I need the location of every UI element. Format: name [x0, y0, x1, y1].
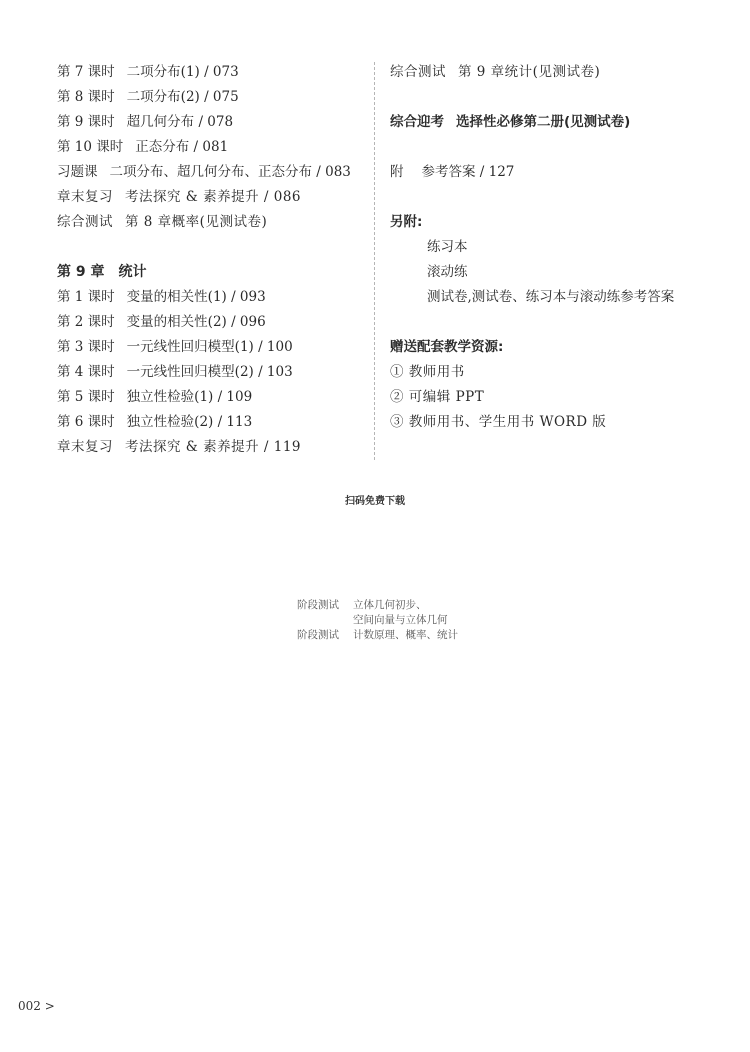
- stage-test-text: 计数原理、概率、统计: [353, 629, 458, 641]
- entry-title: 正态分布 / 081: [135, 139, 229, 155]
- entry-title: 一元线性回归模型(2) / 103: [126, 364, 293, 380]
- entry-title: 考法探究 & 素养提升 / 119: [125, 439, 301, 455]
- toc-entry[interactable]: [57, 160, 367, 185]
- appendix-label: 附: [390, 164, 404, 180]
- also-items: [390, 235, 730, 310]
- entry-label: 第 6 课时: [57, 414, 115, 430]
- entry-label: 第 8 课时: [57, 89, 115, 105]
- toc-entry[interactable]: [57, 310, 367, 335]
- appendix-title: 参考答案 / 127: [421, 164, 515, 180]
- toc-entry[interactable]: [57, 60, 367, 85]
- toc-entry[interactable]: [57, 385, 367, 410]
- stage-tests: [297, 598, 458, 643]
- toc-entry[interactable]: [57, 210, 367, 235]
- toc-entry[interactable]: [57, 185, 367, 210]
- entry-label: 习题课: [57, 164, 98, 180]
- page-number: 002 >: [18, 999, 55, 1013]
- entry-label: 章末复习: [57, 439, 113, 455]
- entry-label: 综合测试: [57, 214, 113, 230]
- entry-label: 章末复习: [57, 189, 113, 205]
- toc-entry[interactable]: [57, 85, 367, 110]
- entry-title: 独立性检验(1) / 109: [126, 389, 253, 405]
- entry-label: 第 7 课时: [57, 64, 115, 80]
- gift-items: [390, 360, 730, 435]
- toc-entry-appendix[interactable]: [390, 160, 730, 185]
- entry-title: 一元线性回归模型(1) / 100: [126, 339, 293, 355]
- entry-title: 独立性检验(2) / 113: [126, 414, 253, 430]
- toc-right-column: [390, 60, 730, 435]
- toc-entry[interactable]: [57, 110, 367, 135]
- also-item: 滚动练: [427, 264, 468, 280]
- entry-label: 第 9 课时: [57, 114, 115, 130]
- also-item: 练习本: [427, 239, 468, 255]
- stage-test-line: [297, 598, 458, 613]
- entry-label: 第 3 课时: [57, 339, 115, 355]
- gift-heading: 赠送配套教学资源:: [390, 339, 504, 355]
- chapter9-heading[interactable]: [57, 260, 367, 285]
- chapter8-lessons: [57, 60, 367, 235]
- scan-download-note[interactable]: 扫码免费下载: [345, 496, 405, 507]
- entry-label: 第 10 课时: [57, 139, 124, 155]
- toc-entry[interactable]: [57, 410, 367, 435]
- gift-item: ③ 教师用书、学生用书 WORD 版: [390, 414, 607, 430]
- test9-label: 综合测试: [390, 64, 446, 80]
- toc-entry[interactable]: [57, 360, 367, 385]
- stage-test-text: 空间向量与立体几何: [353, 614, 448, 626]
- entry-title: 考法探究 & 素养提升 / 086: [125, 189, 301, 205]
- toc-entry[interactable]: [57, 435, 367, 460]
- entry-title: 变量的相关性(2) / 096: [126, 314, 266, 330]
- exam-title: 选择性必修第二册(见测试卷): [456, 114, 631, 130]
- gift-item: ① 教师用书: [390, 364, 465, 380]
- gift-item: ② 可编辑 PPT: [390, 389, 485, 405]
- entry-title: 二项分布、超几何分布、正态分布 / 083: [109, 164, 351, 180]
- entry-label: 第 4 课时: [57, 364, 115, 380]
- entry-title: 超几何分布 / 078: [126, 114, 234, 130]
- entry-label: 第 1 课时: [57, 289, 115, 305]
- entry-title: 第 8 章概率(见测试卷): [125, 214, 268, 230]
- toc-left-column: [57, 60, 367, 460]
- stage-test-line: [297, 613, 458, 628]
- entry-title: 二项分布(2) / 075: [126, 89, 239, 105]
- stage-test-line: [297, 628, 458, 643]
- stage-test-label: 阶段测试: [297, 599, 339, 611]
- entry-label: 第 2 课时: [57, 314, 115, 330]
- entry-label: 第 5 课时: [57, 389, 115, 405]
- chapter9-title: 统计: [118, 264, 147, 280]
- also-heading: 另附:: [390, 214, 423, 230]
- test9-title: 第 9 章统计(见测试卷): [458, 64, 601, 80]
- toc-entry-exam[interactable]: [390, 110, 730, 135]
- toc-entry-test9[interactable]: [390, 60, 730, 85]
- toc-entry[interactable]: [57, 135, 367, 160]
- entry-title: 二项分布(1) / 073: [126, 64, 239, 80]
- stage-test-text: 立体几何初步、: [353, 599, 427, 611]
- exam-label: 综合迎考: [390, 114, 444, 130]
- also-item: 测试卷,测试卷、练习本与滚动练参考答案: [427, 289, 675, 305]
- toc-entry[interactable]: [57, 335, 367, 360]
- entry-title: 变量的相关性(1) / 093: [126, 289, 266, 305]
- chapter9-label: 第 9 章: [57, 264, 105, 280]
- chapter9-lessons: [57, 285, 367, 460]
- stage-test-label: 阶段测试: [297, 629, 339, 641]
- column-divider: [374, 62, 375, 460]
- toc-entry[interactable]: [57, 285, 367, 310]
